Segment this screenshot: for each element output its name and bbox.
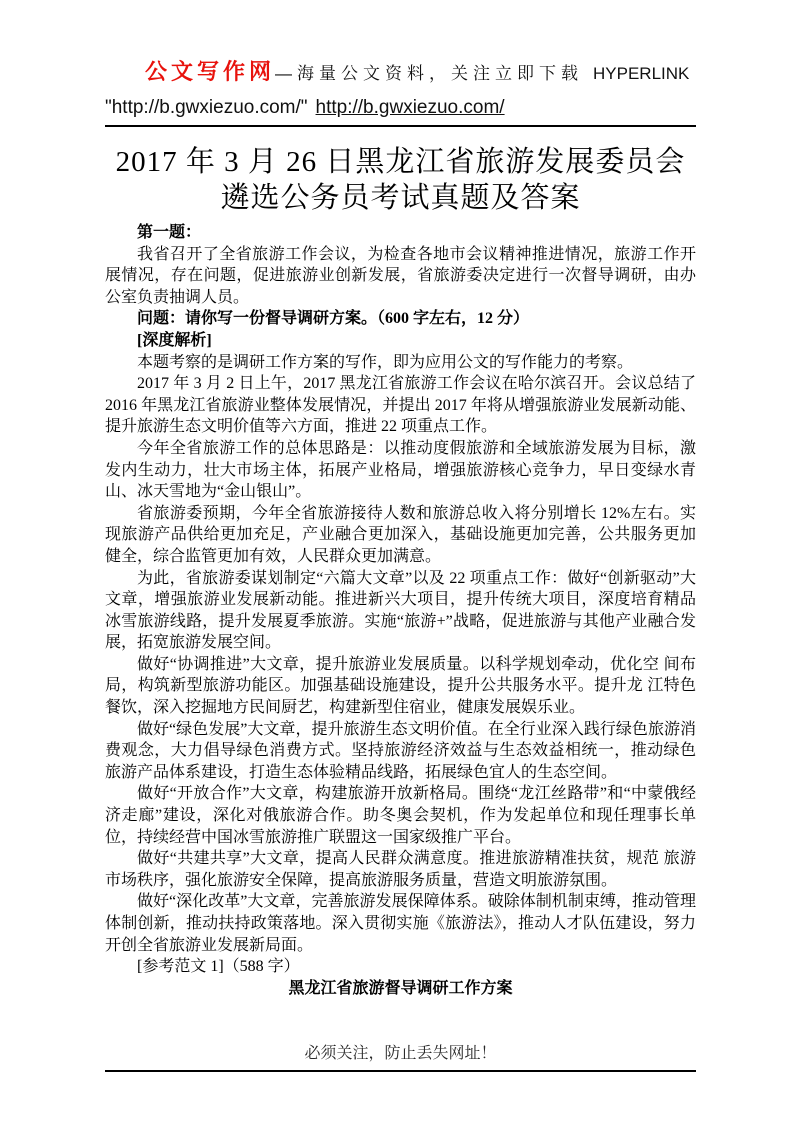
paragraph: 省旅游委预期，今年全省旅游接待人数和旅游总收入将分别增长 12%左右。实现旅游产品供给更加充足，产业融合更加深入，基础设施更加完善，公共服务更加健全，综合监管更加有效，人民群众更加满意。	[105, 504, 696, 565]
site-brand: 公文写作网	[145, 59, 276, 84]
paragraph: [深度解析]	[137, 331, 212, 349]
paragraph: 我省召开了全省旅游工作会议，为检查各地市会议精神推进情况，旅游工作开展情况，存在问题，促进旅游业创新发展，省旅游委决定进行一次督导调研，由办公室负责抽调人员。	[105, 245, 696, 306]
paragraph: 本题考察的是调研工作方案的写作，即为应用公文的写作能力的考察。	[137, 353, 634, 371]
paragraph: 今年全省旅游工作的总体思路是：以推动度假旅游和全域旅游发展为目标，激发内生动力，壮大市场主体，拓展产业格局，增强旅游核心竞争力，早日变绿水青山、冰天雪地为“金山银山”。	[105, 439, 696, 501]
hyperlink-field-label: HYPERLINK	[593, 64, 690, 83]
page-content	[105, 55, 696, 1000]
site-url-link[interactable]: http://b.gwxiezuo.com/	[315, 97, 505, 118]
page-header	[105, 55, 696, 127]
site-tagline: —海量公文资料，关注立即下载	[275, 64, 584, 83]
document-body	[105, 222, 696, 978]
footer-divider	[105, 1070, 696, 1072]
footer-notice: 必须关注，防止丢失网址！	[304, 1045, 497, 1062]
paragraph: 2017 年 3 月 2 日上午，2017 黑龙江省旅游工作会议在哈尔滨召开。会议总结了 2016 年黑龙江省旅游业整体发展情况，并提出 2017 年将从增强旅游业发展新动能、提升旅游生态文明价值等六方面，推进 22 项重点工作。	[105, 375, 696, 436]
paragraph: 做好“开放合作”大文章，构建旅游开放新格局。围绕“龙江丝路带”和“中蒙俄经济走廊”建设，深化对俄旅游合作。助冬奥会契机，作为发起单位和现任理事长单位，持续经营中国冰雪旅游推广联盟这一国家级推广平台。	[105, 785, 696, 846]
header-banner	[105, 55, 696, 86]
paragraph: 做好“深化改革”大文章，完善旅游发展保障体系。破除体制机制束缚，推动管理体制创新，推动扶持政策落地。深入贯彻实施《旅游法》，推动人才队伍建设，努力开创全省旅游业发展新局面。	[105, 893, 696, 954]
header-links	[105, 97, 696, 119]
paragraph: 做好“共建共享”大文章，提高人民群众满意度。推进旅游精准扶贫，规范 旅游市场秩序，强化旅游安全保障，提高旅游服务质量，营造文明旅游氛围。	[105, 850, 696, 889]
paragraph: 第一题：	[137, 224, 202, 241]
paragraph: 做好“协调推进”大文章，提升旅游业发展质量。以科学规划牵动，优化空 间布局，构筑新型旅游功能区。加强基础设施建设，提升公共服务水平。提升龙 江特色餐饮，深入挖掘地方民间厨艺，构建新型住宿业，健康发展娱乐业。	[105, 655, 696, 717]
header-divider	[105, 125, 696, 127]
paragraph: 问题：请你写一份督导调研方案。（600 字左右，12 分）	[137, 310, 530, 328]
paragraph: [参考范文 1]（588 字）	[137, 958, 300, 976]
reference-essay-heading: 黑龙江省旅游督导调研工作方案	[288, 979, 513, 997]
site-url-quoted: "http://b.gwxiezuo.com/"	[105, 97, 308, 118]
page-footer	[105, 1040, 696, 1080]
paragraph: 为此，省旅游委谋划制定“六篇大文章”以及 22 项重点工作：做好“创新驱动”大文章，增强旅游业发展新动能。推进新兴大项目，提升传统大项目，深度培育精品冰雪旅游线路，提升发展夏季旅游。实施“旅游+”战略，促进旅游与其他产业融合发展，拓宽旅游发展空间。	[105, 569, 696, 652]
paragraph: 做好“绿色发展”大文章，提升旅游生态文明价值。在全行业深入践行绿色旅游消费观念，大力倡导绿色消费方式。坚持旅游经济效益与生态效益相统一，推动绿色旅游产品体系建设，打造生态体验精品线路，拓展绿色宜人的生态空间。	[105, 720, 696, 781]
page-title: 2017 年 3 月 26 日黑龙江省旅游发展委员会遴选公务员考试真题及答案	[115, 146, 686, 214]
